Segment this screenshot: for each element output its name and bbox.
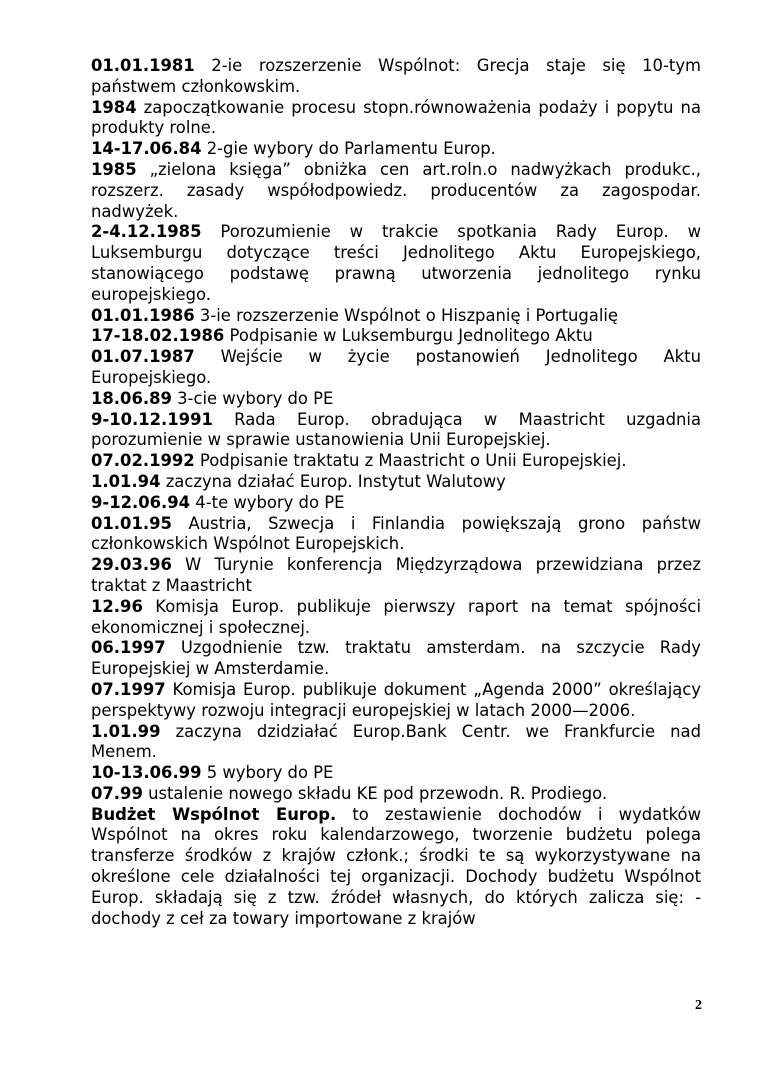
budget-definition: to zestawienie dochodów i wydatków Wspólnot na okres roku kalendarzowego, tworzenie budżetu polega transferze środków z krajów członk.; środki te są wykorzystywane na określone cele działalności tej organizacji. Dochody budżetu Wspólnot Europ. składają się z tzw. źródeł własnych, do których zalicza się: -dochody z ceł za towary importowane z krajów: [91, 804, 701, 928]
timeline-entry: [91, 514, 701, 556]
timeline-entry: [91, 347, 701, 389]
timeline-entry: [91, 472, 701, 493]
entry-text: 4-te wybory do PE: [190, 492, 345, 512]
entry-text: Austria, Szwecja i Finlandia powiększają grono państw członkowskich Wspólnot Europejskich.: [91, 513, 701, 554]
timeline-entry: [91, 389, 701, 410]
timeline-entry: [91, 763, 701, 784]
timeline-entry: [91, 555, 701, 597]
entry-text: Uzgodnienie tzw. traktatu amsterdam. na szczycie Rady Europejskiej w Amsterdamie.: [91, 638, 701, 679]
timeline-entry: [91, 493, 701, 514]
entry-date: 01.01.1981: [91, 56, 195, 75]
budget-term: Budżet Wspólnot Europ.: [91, 804, 337, 824]
entry-text: ustalenie nowego składu KE pod przewodn. R. Prodiego.: [142, 783, 608, 803]
budget-paragraph: [91, 805, 701, 930]
entry-date: 01.01.95: [91, 513, 172, 533]
timeline-entry: [91, 56, 701, 98]
entry-text: Rada Europ. obradująca w Maastricht uzgadnia porozumienie w sprawie ustanowienia Unii Europejskiej.: [91, 409, 701, 450]
entry-text: 5 wybory do PE: [201, 763, 334, 783]
timeline-entry: [91, 139, 701, 160]
entry-text: Podpisanie w Luksemburgu Jednolitego Aktu: [224, 326, 593, 346]
entry-date: 01.07.1987: [91, 347, 195, 367]
entry-text: 2-ie rozszerzenie Wspólnot: Grecja staje się 10-tym państwem członkowskim.: [91, 56, 701, 96]
entry-text: 2-gie wybory do Parlamentu Europ.: [201, 139, 496, 159]
entry-date: 1985: [91, 159, 137, 179]
timeline-entry: [91, 597, 701, 639]
entry-date: 12.96: [91, 596, 143, 616]
timeline-entry: [91, 222, 701, 305]
entry-date: 17-18.02.1986: [91, 326, 225, 346]
entry-text: „zielona księga” obniżka cen art.roln.o nadwyżkach produkc., rozszerz. zasady współodpowiedz. producentów za zagospodar. nadwyżek.: [91, 159, 701, 221]
entry-text: zapoczątkowanie procesu stopn.równoważenia podaży i popytu na produkty rolne.: [91, 97, 701, 138]
entry-date: 14-17.06.84: [91, 139, 202, 159]
entry-text: Komisja Europ. publikuje pierwszy raport na temat spójności ekonomicznej i społecznej.: [91, 596, 701, 637]
entry-text: Wejście w życie postanowień Jednolitego Aktu Europejskiego.: [91, 347, 701, 387]
timeline-entry: [91, 160, 701, 222]
entry-text: zaczyna dzidziałać Europ.Bank Centr. we Frankfurcie nad Menem.: [91, 721, 701, 762]
entry-date: 10-13.06.99: [91, 763, 202, 783]
entry-date: 1984: [91, 97, 137, 117]
document-body: [91, 56, 701, 929]
timeline-entry: [91, 680, 701, 722]
timeline-entry: [91, 98, 701, 140]
timeline-entry: [91, 306, 701, 327]
timeline-entry: [91, 638, 701, 680]
timeline-entry: [91, 784, 701, 805]
timeline-entry: [91, 326, 701, 347]
entry-date: 1.01.99: [91, 721, 161, 741]
entry-date: 01.01.1986: [91, 305, 195, 325]
page-number: 2: [695, 998, 702, 1013]
entry-date: 18.06.89: [91, 388, 172, 408]
entry-text: W Turynie konferencja Międzyrządowa przewidziana przez traktat z Maastricht: [91, 555, 701, 595]
entry-text: 3-cie wybory do PE: [171, 388, 334, 408]
timeline-entry: [91, 722, 701, 764]
entry-date: 29.03.96: [91, 555, 172, 575]
timeline-entry: [91, 451, 701, 472]
entry-date: 2-4.12.1985: [91, 222, 202, 242]
entry-text: Porozumienie w trakcie spotkania Rady Europ. w Luksemburgu dotyczące treści Jednolitego Aktu Europejskiego, stanowiącego podstawę prawną utworzenia jednolitego rynku europejskiego.: [91, 222, 701, 304]
entry-date: 06.1997: [91, 638, 166, 658]
entry-date: 9-12.06.94: [91, 492, 191, 512]
entry-text: Komisja Europ. publikuje dokument „Agenda 2000” określający perspektywy rozwoju integracji europejskiej w latach 2000—2006.: [91, 679, 701, 720]
entry-text: 3-ie rozszerzenie Wspólnot o Hiszpanię i Portugalię: [194, 305, 619, 325]
entry-date: 07.1997: [91, 679, 166, 699]
entry-text: Podpisanie traktatu z Maastricht o Unii Europejskiej.: [194, 451, 627, 471]
entry-date: 9-10.12.1991: [91, 409, 213, 429]
entry-date: 07.99: [91, 783, 143, 803]
entry-date: 07.02.1992: [91, 451, 195, 471]
entry-text: zaczyna działać Europ. Instytut Walutowy: [160, 471, 506, 491]
entry-date: 1.01.94: [91, 471, 161, 491]
timeline-entry: [91, 410, 701, 452]
